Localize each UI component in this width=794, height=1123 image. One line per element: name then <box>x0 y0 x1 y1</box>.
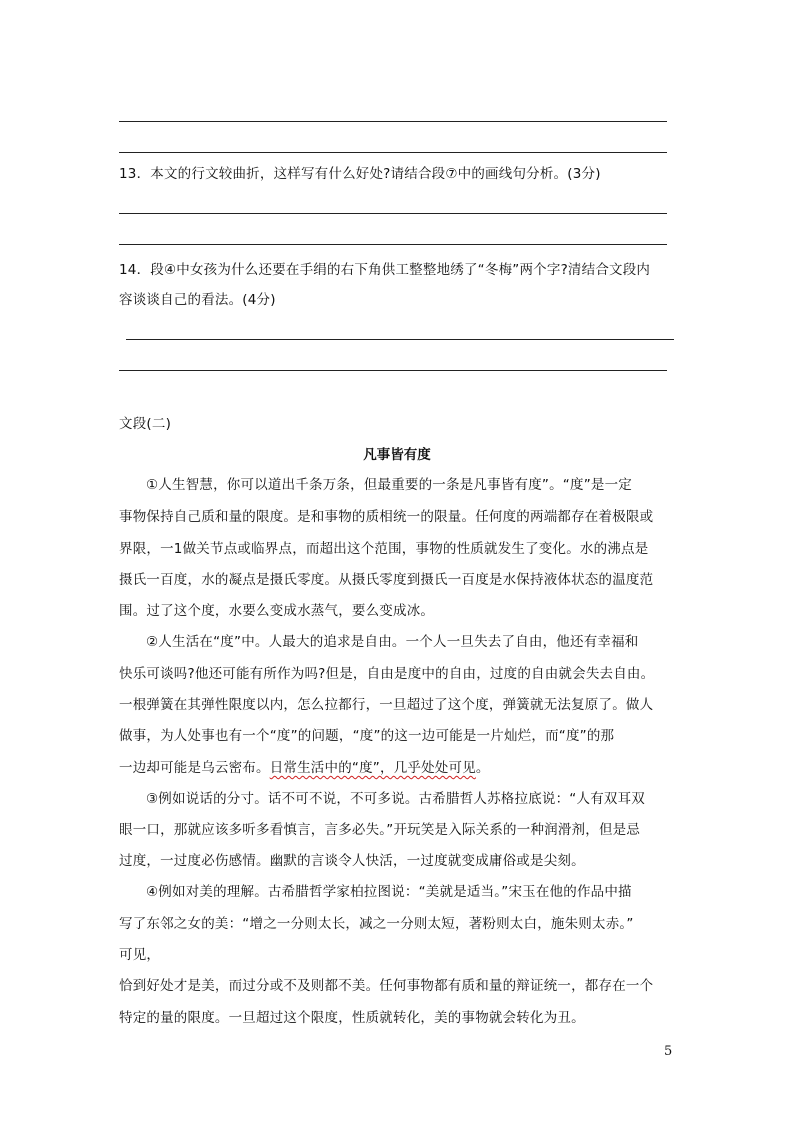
underlined-sentence: 日常生活中的“度”，几乎处处可见 <box>269 760 476 776</box>
answer-line <box>119 152 667 153</box>
paragraph-2-line: 一根弹簧在其弹性限度以内，怎么拉都行，一旦超过了这个度，弹簧就无法复原了。做人 <box>119 697 654 713</box>
paragraph-4-line: 特定的量的限度。一旦超过这个限度，性质就转化，美的事物就会转化为丑。 <box>119 1010 585 1026</box>
answer-line <box>126 339 674 340</box>
paragraph-2-line: ②人生活在“度”中。人最大的追求是自由。一个人一旦失去了自由，他还有幸福和 <box>146 634 639 650</box>
question-14-line-1: 14．段④中女孩为什么还要在手绢的右下角供工整整地绣了“冬梅”两个字?清结合文段内 <box>119 262 651 278</box>
paragraph-4-line: 可见， <box>119 947 161 963</box>
paragraph-2-text: 。 <box>475 760 490 776</box>
paragraph-3-line: ③例如说话的分寸。话不可不说，不可多说。古希腊哲人苏格拉底说：“人有双耳双 <box>146 791 645 807</box>
section-label: 文段(二) <box>119 416 172 432</box>
paragraph-3-line: 过度，一过度必伤感情。幽默的言谈令人快活，一过度就变成庸俗或是尖刻。 <box>119 853 585 869</box>
answer-line <box>119 121 667 122</box>
paragraph-2-line <box>119 758 490 778</box>
paragraph-2-line: 快乐可谈吗?他还可能有所作为吗?但是，自由是度中的自由，过度的自由就会失去自由。 <box>119 666 655 682</box>
answer-line <box>119 213 667 214</box>
answer-line <box>119 370 667 371</box>
paragraph-4-line: 恰到好处才是美，而过分或不及则都不美。任何事物都有质和量的辩证统一，都存在一个 <box>119 978 654 994</box>
paragraph-1-line: 围。过了这个度，水要么变成水蒸气，要么变成冰。 <box>119 603 435 619</box>
article-title: 凡事皆有度 <box>363 447 431 463</box>
paragraph-2-line: 做事，为人处事也有一个“度”的问题，“度”的这一边可能是一片灿烂，而“度”的那 <box>119 728 615 744</box>
paragraph-4-line: ④例如对美的理解。古希腊哲学家柏拉图说：“美就是适当。”宋玉在他的作品中描 <box>146 884 632 900</box>
paragraph-1-line: 摄氏一百度，水的凝点是摄氏零度。从摄氏零度到摄氏一百度是水保持液体状态的温度范 <box>119 572 654 588</box>
page-number: 5 <box>664 1044 673 1059</box>
paragraph-1-line: 事物保持自己质和量的限度。是和事物的质相统一的限量。任何度的两端都存在着极限或 <box>119 509 654 525</box>
answer-line <box>119 244 667 245</box>
question-14-line-2: 容谈谈自己的看法。(4分) <box>119 292 276 308</box>
paragraph-3-line: 眼一口，那就应该多听多看慎言，言多必失。”开玩笑是入际关系的一种润滑剂，但是忌 <box>119 822 641 838</box>
paragraph-2-text: 一边却可能是乌云密布。 <box>119 760 270 776</box>
paragraph-4-line: 写了东邻之女的美：“增之一分则太长，减之一分则太短，著粉则太白，施朱则太赤。” <box>119 916 634 932</box>
paragraph-1-line: ①人生智慧，你可以道出千条万条，但最重要的一条是凡事皆有度”。“度”是一定 <box>146 477 632 493</box>
paragraph-1-line: 界限，一1做关节点或临界点，而超出这个范围，事物的性质就发生了变化。水的沸点是 <box>119 541 649 557</box>
question-13: 13．本文的行文较曲折，这样写有什么好处?请结合段⑦中的画线句分析。(3分) <box>119 166 601 182</box>
